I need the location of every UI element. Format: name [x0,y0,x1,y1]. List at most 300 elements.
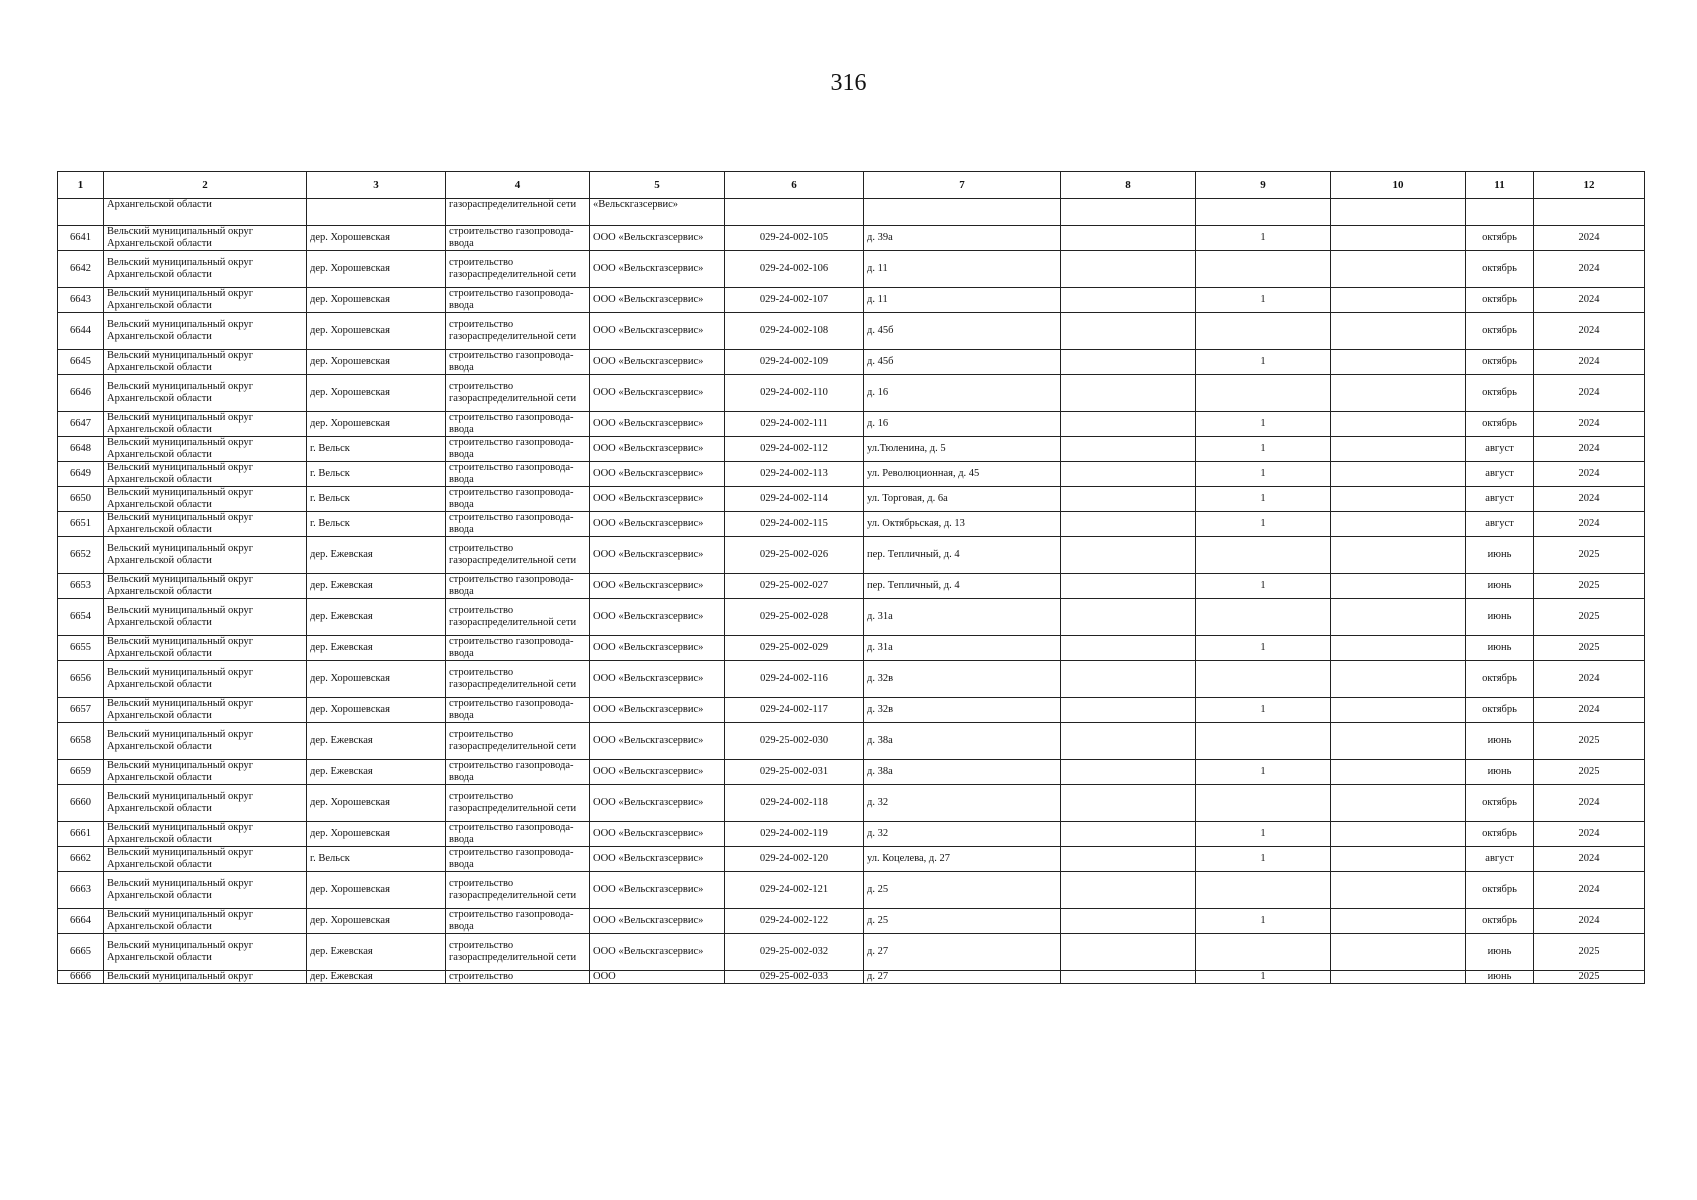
cell-year: 2024 [1534,437,1645,462]
cell-month: июнь [1466,599,1534,636]
cell-col10 [1331,822,1466,847]
column-header: 5 [590,172,725,199]
cell-number: 6664 [58,909,104,934]
cell-municipality: Вельский муниципальный округ Архангельской области [104,251,307,288]
cell-code: 029-24-002-114 [725,487,864,512]
cell-col9: 1 [1196,971,1331,984]
cell-year: 2024 [1534,251,1645,288]
cell-month: октябрь [1466,698,1534,723]
cell-number: 6657 [58,698,104,723]
cell-number: 6659 [58,760,104,785]
cell-settlement: дер. Хорошевская [307,909,446,934]
cell-address: д. 32 [864,822,1061,847]
cell-col9: 1 [1196,350,1331,375]
cell-settlement: дер. Ежевская [307,971,446,984]
cell-col8 [1061,462,1196,487]
cell-col8 [1061,412,1196,437]
cell-month: август [1466,512,1534,537]
cell-organization: ООО «Вельскгазсервис» [590,785,725,822]
cell-number: 6666 [58,971,104,984]
cell-year: 2025 [1534,971,1645,984]
cell-number: 6653 [58,574,104,599]
cell-col8 [1061,487,1196,512]
cell-settlement: г. Вельск [307,487,446,512]
cell-col8 [1061,199,1196,226]
cell-address: д. 38а [864,723,1061,760]
cell-month: июнь [1466,760,1534,785]
cell-code: 029-24-002-122 [725,909,864,934]
cell-code: 029-25-002-032 [725,934,864,971]
cell-col9 [1196,872,1331,909]
cell-address: д. 45б [864,313,1061,350]
cell-col9: 1 [1196,760,1331,785]
cell-organization: ООО «Вельскгазсервис» [590,537,725,574]
cell-municipality: Вельский муниципальный округ Архангельской области [104,934,307,971]
cell-address: д. 11 [864,251,1061,288]
cell-col8 [1061,537,1196,574]
cell-year: 2024 [1534,313,1645,350]
cell-col9: 1 [1196,822,1331,847]
cell-year: 2024 [1534,288,1645,313]
cell-number: 6661 [58,822,104,847]
cell-code: 029-24-002-113 [725,462,864,487]
cell-number: 6654 [58,599,104,636]
table-row [58,785,1645,822]
cell-col8 [1061,909,1196,934]
cell-month: октябрь [1466,661,1534,698]
cell-work-type: строительство газораспределительной сети [446,313,590,350]
cell-code: 029-24-002-105 [725,226,864,251]
cell-address: ул. Революционная, д. 45 [864,462,1061,487]
cell-organization: ООО «Вельскгазсервис» [590,760,725,785]
column-header: 3 [307,172,446,199]
cell-work-type: строительство газопровода-ввода [446,350,590,375]
cell-work-type: строительство газораспределительной сети [446,375,590,412]
cell-code: 029-25-002-031 [725,760,864,785]
cell-year: 2025 [1534,537,1645,574]
cell-year: 2024 [1534,375,1645,412]
cell-code: 029-24-002-109 [725,350,864,375]
cell-address: пер. Тепличный, д. 4 [864,574,1061,599]
cell-organization: ООО «Вельскгазсервис» [590,487,725,512]
cell-code: 029-24-002-106 [725,251,864,288]
cell-municipality: Вельский муниципальный округ Архангельской области [104,313,307,350]
cell-municipality: Вельский муниципальный округ Архангельской области [104,375,307,412]
cell-year: 2024 [1534,909,1645,934]
cell-month: август [1466,847,1534,872]
cell-settlement: дер. Хорошевская [307,251,446,288]
cell-municipality: Вельский муниципальный округ Архангельской области [104,574,307,599]
cell-organization: ООО «Вельскгазсервис» [590,872,725,909]
cell-number: 6665 [58,934,104,971]
cell-work-type: строительство газопровода-ввода [446,909,590,934]
cell-number: 6660 [58,785,104,822]
cell-month: август [1466,437,1534,462]
cell-code: 029-24-002-111 [725,412,864,437]
table-row [58,487,1645,512]
cell-municipality: Вельский муниципальный округ Архангельской области [104,288,307,313]
cell-address: ул. Торговая, д. 6а [864,487,1061,512]
cell-col8 [1061,512,1196,537]
cell-year [1534,199,1645,226]
cell-address [864,199,1061,226]
cell-organization: ООО «Вельскгазсервис» [590,512,725,537]
cell-year: 2024 [1534,661,1645,698]
construction-schedule-table [57,171,1645,984]
cell-col8 [1061,822,1196,847]
table-row [58,636,1645,661]
cell-month: октябрь [1466,375,1534,412]
cell-settlement: дер. Хорошевская [307,350,446,375]
column-header: 6 [725,172,864,199]
cell-number: 6643 [58,288,104,313]
cell-year: 2024 [1534,350,1645,375]
column-header: 1 [58,172,104,199]
cell-col9 [1196,934,1331,971]
column-header: 10 [1331,172,1466,199]
column-header: 9 [1196,172,1331,199]
cell-settlement: дер. Ежевская [307,934,446,971]
cell-address: д. 39а [864,226,1061,251]
cell-settlement: дер. Ежевская [307,537,446,574]
cell-settlement: дер. Хорошевская [307,822,446,847]
cell-col8 [1061,226,1196,251]
cell-year: 2025 [1534,636,1645,661]
cell-number: 6658 [58,723,104,760]
table-row [58,661,1645,698]
cell-work-type: строительство газопровода-ввода [446,760,590,785]
cell-organization: ООО «Вельскгазсервис» [590,251,725,288]
cell-address: ул.Тюленина, д. 5 [864,437,1061,462]
cell-municipality: Вельский муниципальный округ Архангельской области [104,822,307,847]
table-row [58,288,1645,313]
cell-col9 [1196,199,1331,226]
continuation-row [58,199,1645,226]
column-header: 2 [104,172,307,199]
cell-number: 6662 [58,847,104,872]
cell-work-type: строительство газопровода-ввода [446,487,590,512]
cell-col10 [1331,350,1466,375]
cell-settlement: дер. Ежевская [307,574,446,599]
cell-col9: 1 [1196,698,1331,723]
cell-code: 029-25-002-028 [725,599,864,636]
cell-code: 029-24-002-110 [725,375,864,412]
cell-number: 6644 [58,313,104,350]
cell-number: 6655 [58,636,104,661]
cell-col8 [1061,661,1196,698]
cell-address: д. 32в [864,698,1061,723]
cell-col9: 1 [1196,412,1331,437]
cell-organization: ООО «Вельскгазсервис» [590,661,725,698]
cell-col9 [1196,537,1331,574]
cell-work-type: строительство газораспределительной сети [446,872,590,909]
cell-number: 6651 [58,512,104,537]
cell-month: август [1466,487,1534,512]
table-row [58,934,1645,971]
cell-code: 029-25-002-027 [725,574,864,599]
cell-year: 2025 [1534,934,1645,971]
cell-month: октябрь [1466,785,1534,822]
cell-code: 029-24-002-116 [725,661,864,698]
table-row [58,909,1645,934]
cell-code: 029-24-002-118 [725,785,864,822]
cell-organization: ООО «Вельскгазсервис» [590,226,725,251]
cell-col9: 1 [1196,437,1331,462]
cell-settlement: дер. Хорошевская [307,313,446,350]
cell-work-type: строительство газораспределительной сети [446,934,590,971]
cell-municipality: Вельский муниципальный округ Архангельской области [104,661,307,698]
cell-col10 [1331,199,1466,226]
table-row [58,462,1645,487]
cell-municipality: Вельский муниципальный округ Архангельской области [104,462,307,487]
cell-col10 [1331,313,1466,350]
cell-number: 6645 [58,350,104,375]
cell-address: д. 45б [864,350,1061,375]
cell-municipality: Вельский муниципальный округ Архангельской области [104,599,307,636]
cell-settlement: дер. Ежевская [307,636,446,661]
cell-code: 029-24-002-108 [725,313,864,350]
cell-col8 [1061,760,1196,785]
cell-organization: ООО «Вельскгазсервис» [590,698,725,723]
cell-address: д. 25 [864,909,1061,934]
cell-address: д. 32в [864,661,1061,698]
cell-col9 [1196,251,1331,288]
cell-code [725,199,864,226]
cell-settlement: дер. Хорошевская [307,226,446,251]
cell-col10 [1331,661,1466,698]
table-row [58,437,1645,462]
cell-month: октябрь [1466,251,1534,288]
table-row [58,698,1645,723]
cell-col8 [1061,847,1196,872]
cell-col9: 1 [1196,636,1331,661]
cell-municipality: Вельский муниципальный округ Архангельской области [104,226,307,251]
cell-municipality: Архангельской области [104,199,307,226]
cell-address: д. 25 [864,872,1061,909]
table-row [58,313,1645,350]
cell-organization: ООО «Вельскгазсервис» [590,375,725,412]
cell-col8 [1061,599,1196,636]
cell-col10 [1331,636,1466,661]
cell-settlement [307,199,446,226]
cell-address: пер. Тепличный, д. 4 [864,537,1061,574]
cell-col10 [1331,760,1466,785]
table-row [58,350,1645,375]
cell-organization: ООО «Вельскгазсервис» [590,599,725,636]
cell-work-type: строительство газопровода-ввода [446,574,590,599]
cell-col9 [1196,785,1331,822]
cell-col10 [1331,375,1466,412]
cell-month: октябрь [1466,822,1534,847]
cell-year: 2024 [1534,698,1645,723]
cell-code: 029-24-002-107 [725,288,864,313]
cell-address: д. 11 [864,288,1061,313]
cell-year: 2024 [1534,412,1645,437]
cell-col10 [1331,226,1466,251]
cell-year: 2025 [1534,760,1645,785]
cell-municipality: Вельский муниципальный округ Архангельской области [104,723,307,760]
cell-municipality: Вельский муниципальный округ Архангельской области [104,760,307,785]
cell-organization: «Вельскгазсервис» [590,199,725,226]
cell-municipality: Вельский муниципальный округ Архангельской области [104,636,307,661]
cell-work-type: строительство газораспределительной сети [446,661,590,698]
table-row [58,760,1645,785]
cell-address: д. 16 [864,375,1061,412]
cell-organization: ООО [590,971,725,984]
table-row [58,537,1645,574]
cell-month: июнь [1466,636,1534,661]
cell-col8 [1061,375,1196,412]
cell-municipality: Вельский муниципальный округ [104,971,307,984]
cell-settlement: дер. Хорошевская [307,288,446,313]
cell-col8 [1061,785,1196,822]
cell-year: 2025 [1534,723,1645,760]
cell-settlement: дер. Хорошевская [307,661,446,698]
table-row [58,226,1645,251]
cell-organization: ООО «Вельскгазсервис» [590,723,725,760]
cell-municipality: Вельский муниципальный округ Архангельской области [104,909,307,934]
cell-code: 029-24-002-115 [725,512,864,537]
cell-settlement: дер. Ежевская [307,599,446,636]
cell-work-type: строительство газораспределительной сети [446,785,590,822]
cell-year: 2024 [1534,785,1645,822]
cell-col8 [1061,350,1196,375]
cell-year: 2024 [1534,462,1645,487]
cell-month: октябрь [1466,350,1534,375]
cell-work-type: строительство газопровода-ввода [446,847,590,872]
cell-col9 [1196,313,1331,350]
cell-col9: 1 [1196,574,1331,599]
cell-col10 [1331,909,1466,934]
cell-number: 6652 [58,537,104,574]
cell-col10 [1331,934,1466,971]
cell-settlement: дер. Хорошевская [307,698,446,723]
cell-month: июнь [1466,971,1534,984]
cell-municipality: Вельский муниципальный округ Архангельской области [104,872,307,909]
cell-year: 2024 [1534,847,1645,872]
cell-code: 029-24-002-119 [725,822,864,847]
cell-work-type: строительство газопровода-ввода [446,636,590,661]
table-row [58,723,1645,760]
cell-col10 [1331,698,1466,723]
cell-municipality: Вельский муниципальный округ Архангельской области [104,412,307,437]
cell-address: д. 31а [864,636,1061,661]
cell-col10 [1331,723,1466,760]
column-header: 4 [446,172,590,199]
cell-col10 [1331,599,1466,636]
cell-col9: 1 [1196,847,1331,872]
cell-address: д. 27 [864,971,1061,984]
cell-col8 [1061,723,1196,760]
cell-address: д. 38а [864,760,1061,785]
cell-col10 [1331,462,1466,487]
cell-col10 [1331,872,1466,909]
cell-col9: 1 [1196,288,1331,313]
cell-settlement: г. Вельск [307,512,446,537]
cell-col8 [1061,971,1196,984]
table-row [58,375,1645,412]
table-row [58,412,1645,437]
cell-address: д. 32 [864,785,1061,822]
cell-number: 6656 [58,661,104,698]
cell-code: 029-24-002-117 [725,698,864,723]
cell-col10 [1331,288,1466,313]
cell-number: 6663 [58,872,104,909]
cell-col8 [1061,636,1196,661]
cell-code: 029-24-002-120 [725,847,864,872]
cell-number: 6646 [58,375,104,412]
cell-address: д. 27 [864,934,1061,971]
cell-organization: ООО «Вельскгазсервис» [590,574,725,599]
cell-col9 [1196,375,1331,412]
column-header: 7 [864,172,1061,199]
table-row [58,512,1645,537]
cell-col9: 1 [1196,226,1331,251]
cell-year: 2024 [1534,872,1645,909]
cell-work-type: строительство газопровода-ввода [446,437,590,462]
cell-month: октябрь [1466,872,1534,909]
cell-month: июнь [1466,723,1534,760]
cell-col9: 1 [1196,462,1331,487]
cell-municipality: Вельский муниципальный округ Архангельской области [104,350,307,375]
cell-municipality: Вельский муниципальный округ Архангельской области [104,512,307,537]
cell-col9: 1 [1196,512,1331,537]
column-header: 8 [1061,172,1196,199]
cell-month: июнь [1466,934,1534,971]
cell-col8 [1061,288,1196,313]
cell-year: 2024 [1534,822,1645,847]
cell-organization: ООО «Вельскгазсервис» [590,636,725,661]
cell-municipality: Вельский муниципальный округ Архангельской области [104,847,307,872]
cell-settlement: дер. Хорошевская [307,872,446,909]
cell-settlement: дер. Хорошевская [307,375,446,412]
cell-work-type: строительство газораспределительной сети [446,723,590,760]
cell-year: 2024 [1534,226,1645,251]
cell-month: октябрь [1466,313,1534,350]
cell-organization: ООО «Вельскгазсервис» [590,822,725,847]
cell-number: 6642 [58,251,104,288]
cell-settlement: дер. Ежевская [307,760,446,785]
cell-organization: ООО «Вельскгазсервис» [590,934,725,971]
cell-col9 [1196,599,1331,636]
cell-organization: ООО «Вельскгазсервис» [590,313,725,350]
cell-month: октябрь [1466,412,1534,437]
cell-work-type: строительство газораспределительной сети [446,251,590,288]
cell-number: 6649 [58,462,104,487]
cell-col10 [1331,251,1466,288]
cell-col10 [1331,574,1466,599]
column-header: 12 [1534,172,1645,199]
cell-col8 [1061,313,1196,350]
cell-col8 [1061,934,1196,971]
cell-address: д. 31а [864,599,1061,636]
cell-code: 029-25-002-033 [725,971,864,984]
cell-work-type: строительство газопровода-ввода [446,412,590,437]
cell-month: октябрь [1466,909,1534,934]
cell-col8 [1061,251,1196,288]
cell-address: д. 16 [864,412,1061,437]
cell-settlement: г. Вельск [307,437,446,462]
cell-month [1466,199,1534,226]
cell-address: ул. Коцелева, д. 27 [864,847,1061,872]
cell-col8 [1061,872,1196,909]
table-row [58,599,1645,636]
cell-organization: ООО «Вельскгазсервис» [590,288,725,313]
cell-number: 6650 [58,487,104,512]
cell-work-type: строительство газопровода-ввода [446,462,590,487]
cell-col8 [1061,698,1196,723]
cell-work-type: строительство газопровода-ввода [446,512,590,537]
